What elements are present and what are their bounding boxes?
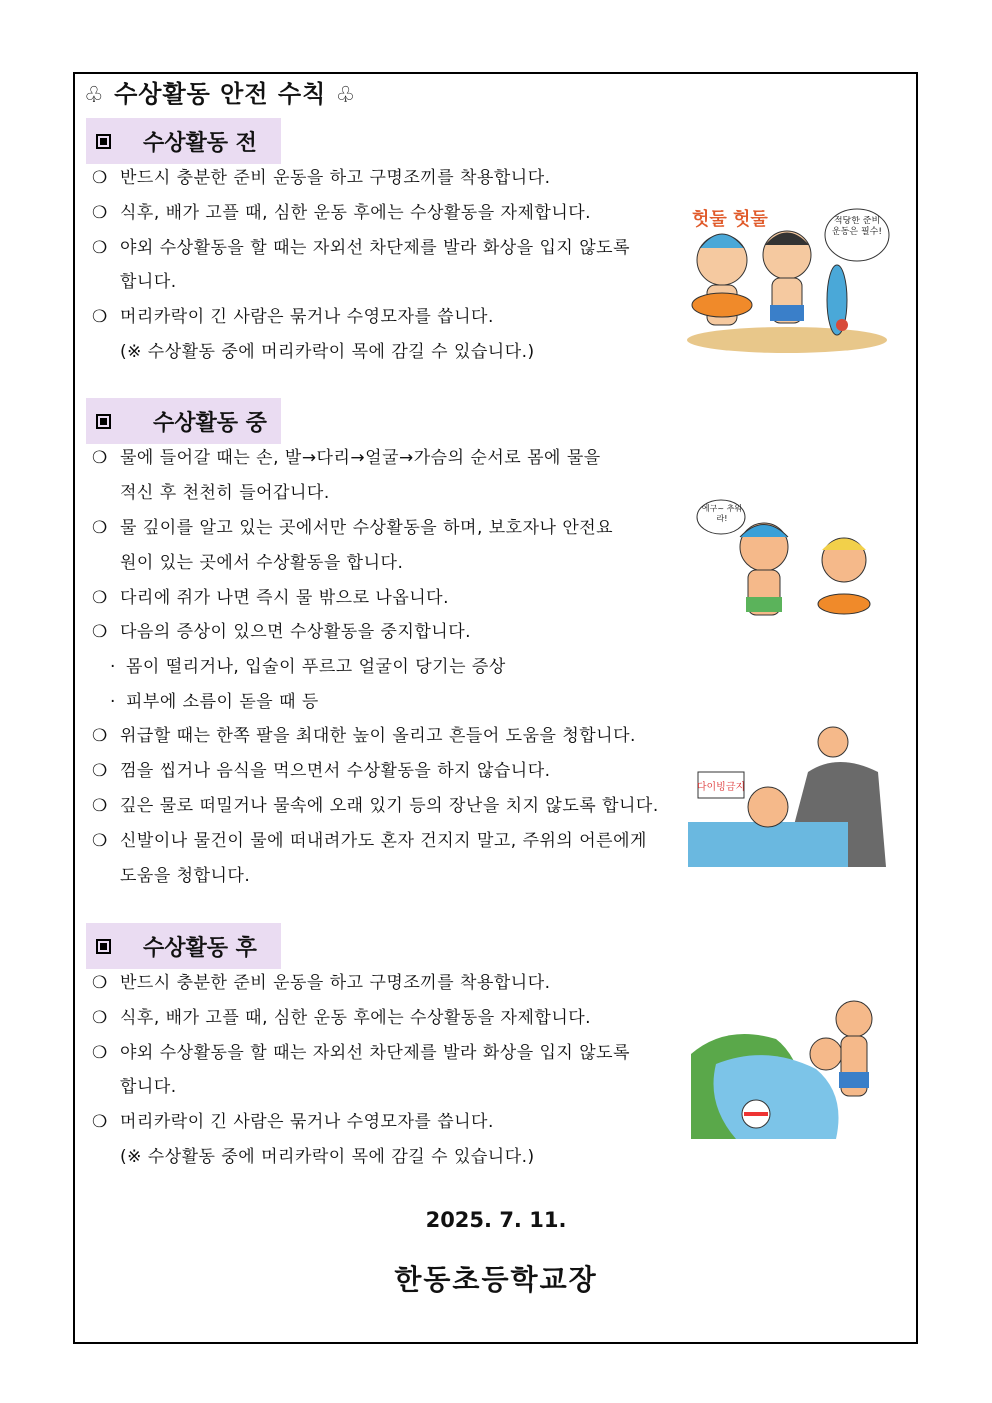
rule-line: ❍ 다음의 증상이 있으면 수상활동을 중지합니다. xyxy=(92,622,472,642)
club-icon: ♧ xyxy=(84,83,105,108)
rule-line-continued: 원이 있는 곳에서 수상활동을 합니다. xyxy=(120,553,404,573)
section-heading-text: 수상활동 후 xyxy=(143,935,257,961)
title-text: 수상활동 안전 수칙 xyxy=(114,80,327,108)
rule-line: ❍ 반드시 충분한 준비 운동을 하고 구명조끼를 착용합니다. xyxy=(92,168,551,188)
rule-line: ❍ 껌을 씹거나 음식을 먹으면서 수상활동을 하지 않습니다. xyxy=(92,761,551,781)
section-heading-text: 수상활동 전 xyxy=(143,130,257,156)
rule-line-continued: 적신 후 천천히 들어갑니다. xyxy=(120,483,330,503)
principal-signature: 한동초등학교장 xyxy=(394,1263,598,1296)
symptom-line: · 몸이 떨리거나, 입술이 푸르고 얼굴이 당기는 증상 xyxy=(110,657,506,677)
square-bullet-icon xyxy=(96,939,111,954)
rule-line: ❍ 물 깊이를 알고 있는 곳에서만 수상활동을 하며, 보호자나 안전요 xyxy=(92,518,614,538)
speech-bubble-text: 에구~ 추워라! xyxy=(701,504,743,523)
rule-line: ❍ 물에 들어갈 때는 손, 발→다리→얼굴→가슴의 순서로 몸에 물을 xyxy=(92,448,601,468)
document-date: 2025. 7. 11. xyxy=(425,1208,567,1232)
stream-kids-illustration xyxy=(686,994,891,1144)
rule-line-continued: 합니다. xyxy=(120,272,177,292)
square-bullet-icon xyxy=(96,134,111,149)
rule-line: ❍ 식후, 배가 고플 때, 심한 운동 후에는 수상활동을 자제합니다. xyxy=(92,1008,592,1028)
speech-bubble-text: 적당한 준비 운동은 필수! xyxy=(832,216,882,237)
rule-line: ❍ 신발이나 물건이 물에 떠내려가도 혼자 건지지 말고, 주위의 어른에게 xyxy=(92,831,647,851)
rule-note: (※ 수상활동 중에 머리카락이 목에 감길 수 있습니다.) xyxy=(120,342,535,362)
rule-note: (※ 수상활동 중에 머리카락이 목에 감길 수 있습니다.) xyxy=(120,1147,535,1167)
rule-line: ❍ 위급할 때는 한쪽 팔을 최대한 높이 올리고 흔들어 도움을 청합니다. xyxy=(92,726,636,746)
rule-line: ❍ 머리카락이 긴 사람은 묶거나 수영모자를 씁니다. xyxy=(92,1112,494,1132)
section-heading-during xyxy=(86,398,281,444)
document-title xyxy=(84,74,356,109)
rule-line: ❍ 야외 수상활동을 할 때는 자외선 차단제를 발라 화상을 입지 않도록 xyxy=(92,1043,631,1063)
rule-line: ❍ 깊은 물로 떠밀거나 물속에 오래 있기 등의 장난을 치지 않도록 합니다. xyxy=(92,796,659,816)
rule-line: ❍ 다리에 쥐가 나면 즉시 물 밖으로 나옵니다. xyxy=(92,588,450,608)
no-diving-sign-text: 다이빙금지 xyxy=(696,782,746,793)
rule-line-continued: 도움을 청합니다. xyxy=(120,866,251,886)
rule-line: ❍ 식후, 배가 고플 때, 심한 운동 후에는 수상활동을 자제합니다. xyxy=(92,203,592,223)
diving-kids-illustration xyxy=(688,712,888,874)
shiver-label: 헛둘 헛둘 xyxy=(692,209,768,230)
cold-kids-illustration xyxy=(696,492,896,642)
square-bullet-icon xyxy=(96,414,111,429)
section-heading-after xyxy=(86,923,281,969)
rule-line: ❍ 반드시 충분한 준비 운동을 하고 구명조끼를 착용합니다. xyxy=(92,973,551,993)
rule-line: ❍ 머리카락이 긴 사람은 묶거나 수영모자를 씁니다. xyxy=(92,307,494,327)
club-icon: ♧ xyxy=(335,83,357,108)
section-heading-text: 수상활동 중 xyxy=(153,410,267,436)
warmup-kids-illustration xyxy=(682,200,892,355)
symptom-line: · 피부에 소름이 돋을 때 등 xyxy=(110,692,319,712)
section-heading-before xyxy=(86,118,281,164)
rule-line-continued: 합니다. xyxy=(120,1077,177,1097)
rule-line: ❍ 야외 수상활동을 할 때는 자외선 차단제를 발라 화상을 입지 않도록 xyxy=(92,238,631,258)
